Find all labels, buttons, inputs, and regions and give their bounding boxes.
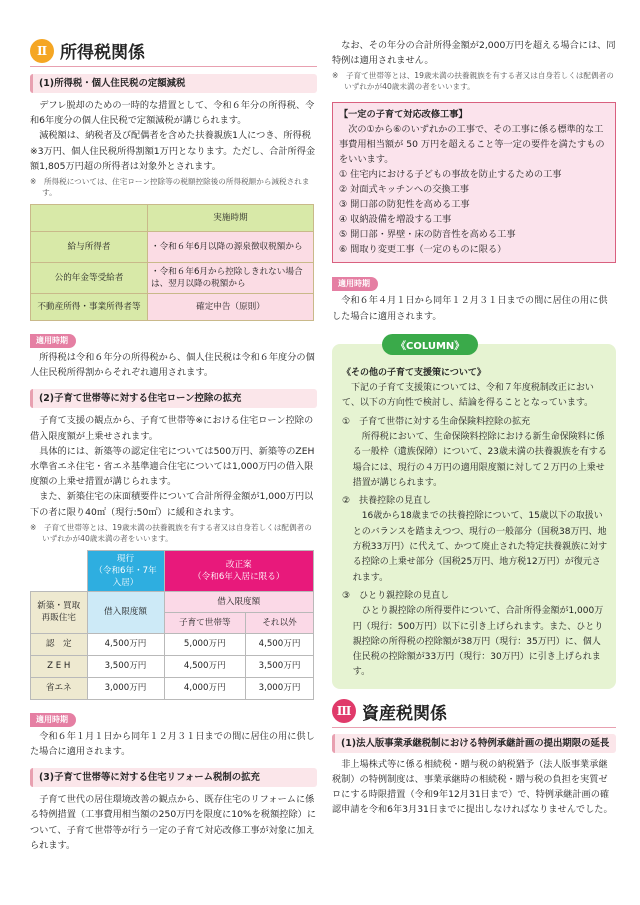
- table-cell: 3,000万円: [87, 677, 164, 699]
- box-title: 【一定の子育て対応改修工事】: [339, 109, 468, 121]
- table-cell: 3,500万円: [87, 655, 164, 677]
- table-cell: ・令和６年6月から控除しきれない場合は、翌月以降の税額から: [148, 263, 314, 294]
- table-cell: 3,000万円: [246, 677, 314, 699]
- subsection-heading: (3)子育て世帯等に対する住宅リフォーム税制の拡充: [30, 768, 317, 787]
- section-number-badge: Ⅲ: [332, 699, 356, 723]
- column-header: 借入限度額: [87, 591, 164, 633]
- column-item-body: 所得税において、生命保険料控除における新生命保険料に係る一般枠（遺族保障）について、23歳未満の扶養親族を有する場合には、現行の４万円の適用限度額に対して２万円の上乗せ措置が講じられます。: [352, 432, 607, 488]
- column-badge: 《COLUMN》: [382, 334, 478, 355]
- period-tag: 適用時期: [332, 277, 378, 291]
- table-header-new: [164, 550, 314, 591]
- table-cell: 4,000万円: [164, 677, 246, 699]
- column-item-heading: ② 扶養控除の見直し: [342, 496, 432, 507]
- table-row: [31, 633, 314, 655]
- table-cell: 4,500万円: [246, 633, 314, 655]
- paragraph: なお、その年分の合計所得金額が2,000万円を超える場合には、同特例は適用されません。: [332, 40, 616, 67]
- renovation-requirements-box: [332, 102, 616, 263]
- section-header-income-tax: [30, 38, 317, 67]
- paragraph: 子育て支援の観点から、子育て世帯等※における住宅ローン控除の借入限度額が上乗せされます。: [30, 415, 314, 442]
- header-line: 改正案: [225, 559, 252, 570]
- column-title: 《その他の子育て支援策について》: [342, 367, 486, 378]
- row-label: Z E H: [31, 655, 88, 677]
- paragraph: デフレ脱却のための一時的な措置として、令和６年分の所得税、令和6年度分の個人住民税で定額減税が講じられます。: [30, 100, 315, 127]
- list-item: ④ 収納設備を増設する工事: [339, 214, 452, 226]
- reduction-timing-table: [30, 204, 314, 321]
- table-row: [31, 655, 314, 677]
- paragraph: 所得税は令和６年分の所得税から、個人住民税は令和６年度分の個人住民税所得割からそれぞれ適用されます。: [30, 352, 315, 379]
- row-label: 省エネ: [31, 677, 88, 699]
- row-label: 給与所得者: [31, 232, 148, 263]
- paragraph: 令和６年１月１日から同年１２月３１日までの間に居住の用に供した場合に適用されます。: [30, 730, 315, 758]
- row-header: 新築・買取再販住宅: [31, 591, 88, 633]
- table-row: [31, 677, 314, 699]
- column-item-body: ひとり親控除の所得要件について、合計所得金額が1,000万円（現行：500万円）以下に引き上げられます。また、ひとり親控除の所得税の控除額が38万円（現行：35万円）に、個人住民税の控除額が33万円（現行：30万円）に引き上げられます。: [352, 606, 604, 678]
- table-cell: 3,500万円: [246, 655, 314, 677]
- section-header-asset-tax: [332, 699, 616, 728]
- table-header-current: [87, 550, 164, 591]
- row-label: 公的年金等受給者: [31, 263, 148, 294]
- paragraph: 減税額は、納税者及び配偶者を含めた扶養親族1人につき、所得税※3万円、個人住民税所得割額1万円となります。ただし、合計所得金額1,805万円超の所得者は対象外とされます。: [30, 130, 316, 172]
- column-header: それ以外: [246, 612, 314, 633]
- column-item-body: 16歳から18歳までの扶養控除について、15歳以下の取扱いとのバランスを踏まえつつ、現行の一般部分（国税38万円、地方税33万円）に代えて、かつて廃止された特定扶養親族に対する控除の上乗せ部分（国税25万円、地方税12万円）が復元されます。: [352, 511, 608, 583]
- column-box: [332, 340, 616, 689]
- list-item: ⑤ 開口部・界壁・床の防音性を高める工事: [339, 229, 516, 241]
- footnote: ※ 子育て世帯等とは、19歳未満の扶養親族を有する者又は自身若しくは配偶者のいずれかが40歳未満の者をいいます。: [30, 522, 312, 543]
- list-item: ③ 開口部の防犯性を高める工事: [339, 199, 470, 211]
- table-cell: 5,000万円: [164, 633, 246, 655]
- section-title: 資産税関係: [362, 703, 447, 724]
- period-tag: 適用時期: [30, 713, 76, 727]
- header-line: （令和6年入居に限る）: [193, 571, 285, 582]
- header-line: （令和6年・7年入居）: [94, 565, 157, 588]
- row-label: 不動産所得・事業所得者等: [31, 294, 148, 321]
- loan-limit-table: [30, 550, 314, 700]
- header-line: 現行: [116, 553, 135, 564]
- paragraph: 非上場株式等に係る相続税・贈与税の納税猶予（法人版事業承継税制）の特例制度は、事業承継時の相続税・贈与税の負担を実質ゼロにする時限措置（令和9年12月31日まで）で、特例承継計画の確認申請を令和6年3月31日までに提出しなければなりませんでした。: [332, 758, 613, 816]
- table-corner-cell: [31, 550, 88, 591]
- table-cell: 確定申告（原則）: [148, 294, 314, 321]
- subsection-heading: (2)子育て世帯等に対する住宅ローン控除の拡充: [30, 389, 317, 408]
- section-title: 所得税関係: [60, 43, 145, 63]
- column-intro: 下記の子育て支援策については、令和７年度税制改正において、以下の方向性で検討し、結論を得ることとなっています。: [342, 383, 594, 409]
- table-header: 実施時期: [148, 205, 314, 232]
- column-item-heading: ③ ひとり親控除の見直し: [342, 590, 450, 601]
- paragraph: 子育て世代の居住環境改善の観点から、既存住宅のリフォームに係る特例措置（工事費用相当額の250万円を限度に10%を税額控除）について、子育て世帯等が行う一定の子育て対応改修工事が対象に加えられます。: [30, 794, 317, 851]
- column-item-heading: ① 子育て世帯に対する生命保険料控除の拡充: [342, 416, 531, 427]
- table-cell: 4,500万円: [87, 633, 164, 655]
- table-cell: 4,500万円: [164, 655, 246, 677]
- subsection-heading: (1)法人版事業承継税制における特例承継計画の提出期限の延長: [332, 734, 616, 753]
- left-column: [30, 0, 317, 853]
- paragraph: また、新築住宅の床面積要件について合計所得金額が1,000万円以下の者に限り40㎡（現行:50㎡）に緩和されます。: [30, 491, 314, 518]
- row-label: 認 定: [31, 633, 88, 655]
- list-item: ① 住宅内における子どもの事故を防止するための工事: [339, 169, 562, 181]
- list-item: ⑥ 間取り変更工事（一定のものに限る）: [339, 244, 507, 256]
- column-header: 子育て世帯等: [164, 612, 246, 633]
- right-column: [332, 0, 616, 818]
- table-cell: ・令和６年6月以降の源泉徴収税額から: [148, 232, 314, 263]
- footnote: ※ 子育て世帯等とは、19歳未満の扶養親族を有する者又は自身若しくは配偶者のいずれかが40歳未満の者をいいます。: [332, 71, 614, 92]
- table-corner-cell: [31, 205, 148, 232]
- section-number-badge: Ⅱ: [30, 39, 54, 63]
- footnote: ※ 所得税については、住宅ローン控除等の税額控除後の所得税額から減税されます。: [30, 177, 310, 198]
- column-header: 借入限度額: [164, 591, 314, 612]
- box-intro: 次の①から⑥のいずれかの工事で、その工事に係る標準的な工事費用相当額が 50 万円を超えること等一定の要件を満たすものをいいます。: [339, 124, 605, 166]
- paragraph: 令和６年４月１日から同年１２月３１日までの間に居住の用に供した場合に適用されます。: [332, 295, 608, 322]
- paragraph: 具体的には、新築等の認定住宅については500万円、新築等のZEH水準省エネ住宅・省エネ基準適合住宅については1,000万円の借入限度額の上乗せ措置が講じられます。: [30, 445, 315, 488]
- subsection-heading: (1)所得税・個人住民税の定額減税: [30, 74, 317, 93]
- list-item: ② 対面式キッチンへの交換工事: [339, 184, 469, 196]
- period-tag: 適用時期: [30, 334, 76, 348]
